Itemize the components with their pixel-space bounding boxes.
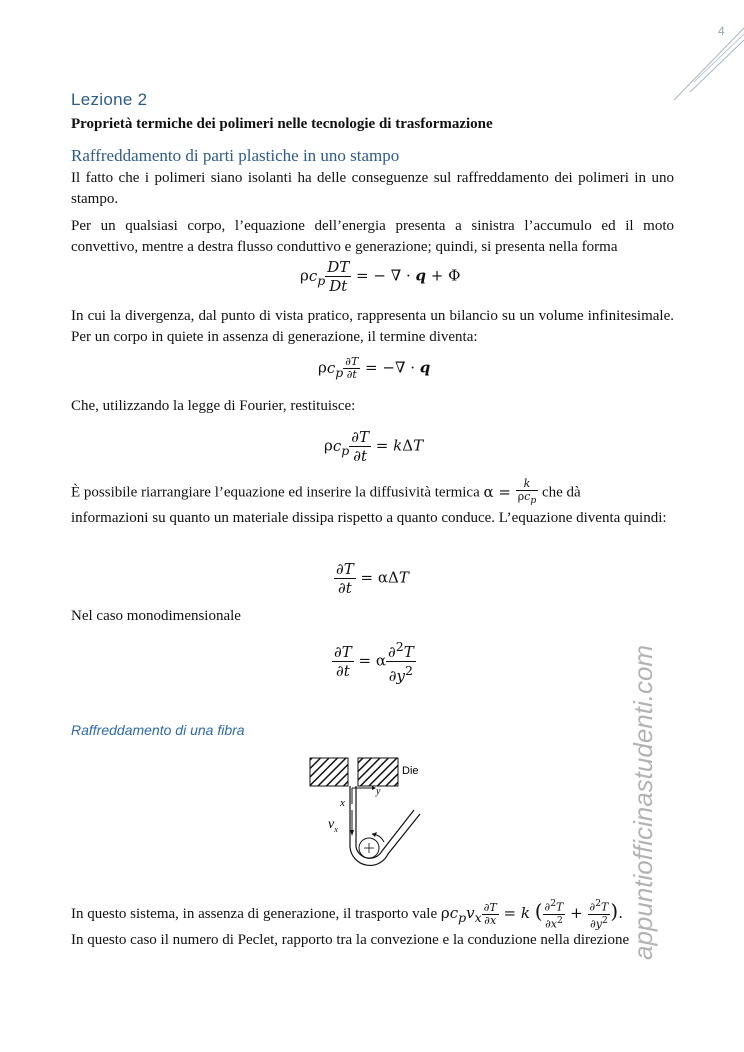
paragraph-7-continued: In questo caso il numero di Peclet, rapporto tra la convezione e la conduzione nella direzione	[71, 932, 630, 948]
watermark: appuntiofficinastudenti.com	[628, 644, 658, 960]
subsection-title: Raffreddamento di una fibra	[71, 722, 245, 738]
page-number: 4	[718, 24, 725, 38]
paragraph-3: In cui la divergenza, dal punto di vista pratico, rappresenta un bilancio su un volume infinitesimale. Per un corpo in quiete in assenza di generazione, il termine diventa:	[71, 308, 674, 345]
equation-fourier: $\rho c_p$ $\frac{\partial T}{\partial t}$ = kΔT	[324, 428, 424, 465]
paragraph-7-part-a: In questo sistema, in assenza di generazione, il trasporto vale	[71, 906, 438, 923]
axis-x-label: x	[340, 797, 345, 809]
paragraph-1: Il fatto che i polimeri siano isolanti ha delle conseguenze sul raffreddamento dei polimeri in uno stampo.	[71, 170, 674, 207]
fiber-cooling-figure	[300, 752, 460, 872]
die-right-block	[358, 758, 398, 786]
die-left-block	[310, 758, 348, 786]
section-title: Raffreddamento di parti plastiche in uno stampo	[71, 146, 400, 165]
velocity-label: $v_x$	[328, 817, 338, 834]
die-label: Die	[402, 765, 419, 777]
equation-monodimensional: $\frac{\partial T}{\partial t}$ = α $\frac{\partial^2T}{\partial y^2}$	[334, 639, 414, 685]
paragraph-5	[71, 478, 674, 507]
paragraph-7	[71, 898, 681, 930]
paragraph-4: Che, utilizzando la legge di Fourier, restituisce:	[71, 398, 356, 414]
equation-transport: $\rho c_pv_x$ $\frac{\partial T}{\partial x}$ = k ( $\frac{\partial^2T}{\partial x^2}$ + $\frac{\partial^2T}{\partial y^2}$ ).	[440, 898, 623, 931]
lesson-title: Lezione 2	[71, 90, 148, 109]
paragraph-5-part-a: È possibile riarrangiare l’equazione ed inserire la diffusività termica	[71, 484, 480, 501]
paragraph-6: Nel caso monodimensionale	[71, 608, 241, 624]
lesson-subtitle: Proprietà termiche dei polimeri nelle tecnologie di trasformazione	[71, 116, 493, 132]
paragraph-5-continued: informazioni su quanto un materiale dissipa rispetto a quanto conduce. L’equazione diventa quindi:	[71, 510, 667, 526]
paragraph-2: Per un qualsiasi corpo, l’equazione dell’energia presenta a sinistra l’accumulo ed il moto convettivo, mentre a destra flusso conduttivo e generazione; quindi, si presenta nella forma	[71, 218, 674, 255]
axis-y-label: y	[376, 786, 381, 797]
equation-quiet: $\rho c_p$ $\frac{\partial T}{\partial t}$ = −∇ · q	[318, 355, 431, 381]
corner-decoration	[660, 20, 744, 110]
paragraph-5-part-b: che dà	[541, 484, 581, 501]
equation-energy: $\rho c_p$ $\frac{DT}{Dt}$ = − ∇ · q + Φ	[300, 258, 461, 295]
equation-diffusivity: α = $\frac{k}{\rho c_p}$	[483, 477, 537, 507]
equation-diffusion: $\frac{\partial T}{\partial t}$ = αΔT	[336, 560, 409, 597]
